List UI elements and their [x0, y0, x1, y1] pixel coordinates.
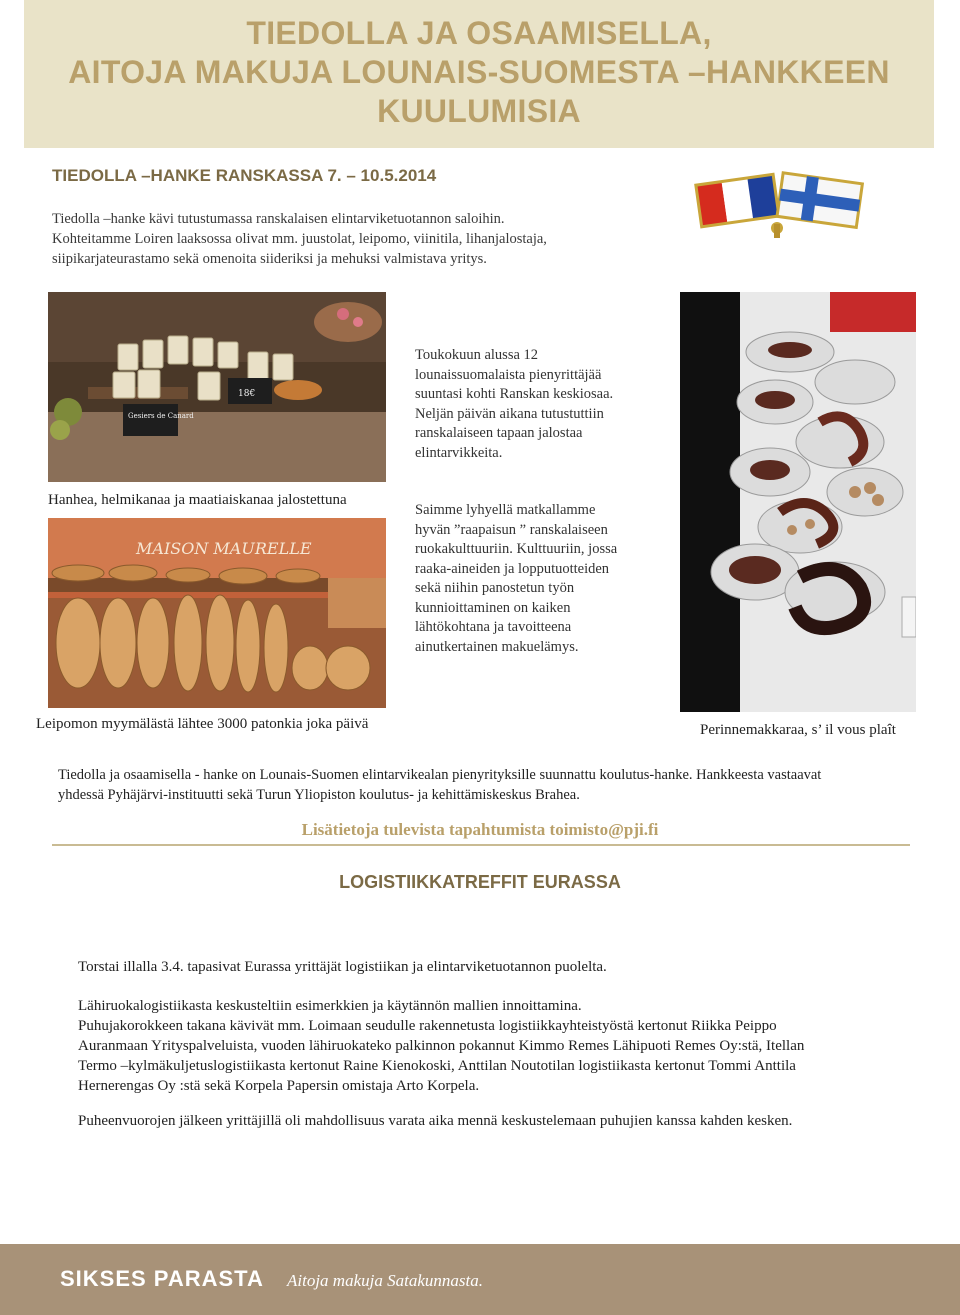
- page-title-line-1: TIEDOLLA JA OSAAMISELLA,: [246, 15, 712, 51]
- france-intro: [52, 209, 632, 269]
- paragraph-line: Puhujakorokkeen takana kävivät mm. Loimaan seudulle rakennetusta logistiikkayhteistyöstä kertonut Riikka Peippo: [78, 1018, 777, 1034]
- bakery-photo: [48, 518, 386, 708]
- text-line: elintarvikkeita.: [415, 444, 503, 461]
- footer-brand-logo: SIKSES PARASTA: [60, 1266, 264, 1291]
- text-line: lähtökohtana ja tavoitteena: [415, 619, 572, 635]
- france-column-text-2: [415, 501, 665, 657]
- french-flag: [696, 174, 779, 226]
- text-line: sekä niihin panostetun työn: [415, 580, 575, 596]
- france-finland-flags-image: [694, 168, 864, 240]
- text-line: raaka-aineiden ja lopputuotteiden: [415, 560, 610, 577]
- logistics-paragraph-3: Puheenvuorojen jälkeen yrittäjillä oli mahdollisuus varata aika mennä keskustelemaan puhujien kanssa kahden kesken.: [78, 1113, 793, 1129]
- page-title: [24, 14, 934, 131]
- finnish-flag: [777, 173, 862, 228]
- intro-line: Kohteitamme Loiren laaksossa olivat mm. juustolat, leipomo, viinitila, lihanjalostaja,: [52, 231, 547, 247]
- paragraph-line: Lähiruokalogistiikasta keskusteltiin esimerkkien ja käytännön mallien innoittamina.: [78, 998, 582, 1014]
- shop-photo: [48, 292, 386, 482]
- price-tag: 18€: [238, 389, 256, 399]
- page-title-line-2: AITOJA MAKUJA LOUNAIS-SUOMESTA –HANKKEEN: [68, 54, 890, 90]
- text-line: ranskalaiseen tapaan jalostaa: [415, 425, 583, 441]
- france-section-title: TIEDOLLA –HANKE RANSKASSA 7. – 10.5.2014: [52, 166, 437, 185]
- text-line: suuntasi kohti Ranskan keskiosaa.: [415, 386, 614, 402]
- sausage-photo-caption: Perinnemakkaraa, s’ il vous plaît: [700, 722, 896, 738]
- project-summary: [58, 765, 821, 805]
- text-line: kunnioittaminen on kaiken: [415, 599, 571, 616]
- bakery-photo-caption: Leipomon myymälästä lähtee 3000 patonkia joka päivä: [36, 716, 369, 732]
- text-line: Neljän päivän aikana tutustuttiin: [415, 405, 604, 422]
- logistics-paragraph-2: [78, 996, 876, 1096]
- intro-line: Tiedolla –hanke kävi tutustumassa ranskalaisen elintarviketuotannon saloihin.: [52, 211, 505, 227]
- paragraph-line: Auranmaan Yrityspalveluista, vuoden lähiruokateko palkinnon pokannut Kimmo Remes Lähipuoti Remes Oy:stä, Itellan: [78, 1038, 805, 1054]
- text-line: hyvän ”raapaisun ” ranskalaiseen: [415, 521, 608, 538]
- france-column-text-1: [415, 346, 665, 463]
- shop-photo-caption: Hanhea, helmikanaa ja maatiaiskanaa jalostettuna: [48, 492, 347, 508]
- paragraph-line: Hernerengas Oy :stä sekä Korpela Papersin omistaja Arto Korpela.: [78, 1078, 480, 1094]
- logistics-section-title: LOGISTIIKKATREFFIT EURASSA: [339, 872, 621, 892]
- footer-slogan: Aitoja makuja Satakunnasta.: [287, 1271, 483, 1290]
- more-info-contact: Lisätietoja tulevista tapahtumista toimisto@pji.fi: [301, 820, 659, 839]
- sausage-photo: [680, 292, 916, 712]
- intro-line: siipikarjateurastamo sekä omenoita siideriksi ja mehuksi valmistava yritys.: [52, 251, 487, 267]
- bakery-sign: MAISON MAURELLE: [136, 539, 312, 558]
- text-line: ainutkertainen makuelämys.: [415, 638, 579, 655]
- text-line: Toukokuun alussa 12: [415, 347, 539, 363]
- page-title-line-3: KUULUMISIA: [377, 93, 581, 129]
- text-line: Saimme lyhyellä matkallamme: [415, 502, 596, 518]
- section-divider: [52, 844, 910, 846]
- text-line: lounaissuomalaista pienyrittäjää: [415, 366, 602, 383]
- summary-line: yhdessä Pyhäjärvi-instituutti sekä Turun Yliopiston koulutus- ja kehittämiskeskus Brahea.: [58, 787, 580, 803]
- summary-line: Tiedolla ja osaamisella - hanke on Lounais-Suomen elintarvikealan pienyrityksille suunnattu koulutus-hanke. Hankkeesta vastaavat: [58, 767, 822, 783]
- text-line: ruokakulttuuriin. Kulttuuriin, jossa: [415, 541, 618, 557]
- logistics-paragraph-1: Torstai illalla 3.4. tapasivat Eurassa yrittäjät logistiikan ja elintarviketuotannon puolelta.: [78, 959, 607, 975]
- jar-label: Gesiers de Canard: [128, 412, 194, 420]
- paragraph-line: Termo –kylmäkuljetuslogistiikasta kertonut Raine Kienokoski, Anttilan Noutotilan logistiikasta kertonut Tommi Anttila: [78, 1058, 796, 1074]
